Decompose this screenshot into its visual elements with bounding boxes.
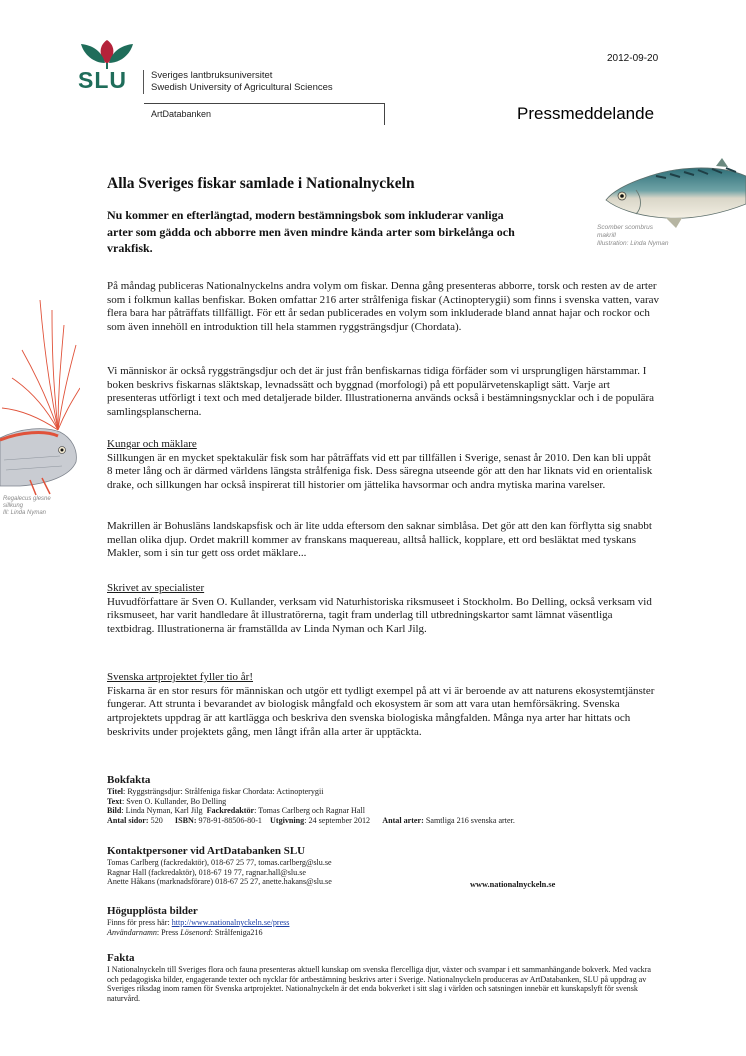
university-name-sv: Sveriges lantbruksuniversitet	[151, 70, 273, 81]
paragraph-sillkung: Sillkungen är en mycket spektakulär fisk som har påträffats vid ett par tillfällen i Sverige, senast år 2010. Den kan bli uppåt 8 meter lång och är därmed världens längsta strålfeniga fisk. Dess säregna utseende gör att den har liknats vid en orientalisk drake, och sillkungen har också inspirerat till historier om jättelika havsormar och andra mytiska marina varelser.	[107, 451, 653, 492]
bokfakta-heading: Bokfakta	[107, 774, 151, 786]
section-artprojektet	[107, 671, 659, 740]
bokfakta-release-value: : 24 september 2012	[304, 815, 371, 825]
bokfakta-image-row	[107, 806, 667, 816]
username-value: : Press	[156, 927, 181, 937]
slu-logo-text: SLU	[78, 67, 127, 93]
university-name-en: Swedish University of Agricultural Sciences	[151, 82, 333, 93]
contacts-heading: Kontaktpersoner vid ArtDatabanken SLU	[107, 845, 306, 857]
bokfakta-text-label: Text	[107, 796, 122, 806]
mackerel-caption-credit: Illustration: Linda Nyman	[597, 240, 669, 247]
bokfakta-species-value: Samtliga 216 svenska arter.	[425, 815, 515, 825]
username-label: Användarnamn	[107, 927, 157, 937]
bokfakta-editor-value: : Tomas Carlberg och Ragnar Hall	[254, 806, 365, 816]
paragraph-authors: Huvudförfattare är Sven O. Kullander, verksam vid Naturhistoriska riksmuseet i Stockholm. Bo Delling, också verksam vid riksmuseet, har varit handledare åt illustratörerna, tagit fram underlag till utbredningskartor samt lämnat väsentliga textbidrag. Illustrationerna är framställda av Linda Nyman och Karl Jilg.	[107, 595, 652, 636]
contact-line: Tomas Carlberg (fackredaktör), 018-67 25 77, tomas.carlberg@slu.se	[107, 858, 332, 867]
oarfish-caption-credit: Ill: Linda Nyman	[3, 510, 47, 516]
section-heading-artprojektet: Svenska artprojektet fyller tio år!	[107, 671, 254, 683]
bokfakta-editor-label: Fackredaktör	[206, 806, 255, 816]
bokfakta-title-label: Titel	[107, 787, 124, 796]
images-heading: Högupplösta bilder	[107, 905, 198, 917]
section-kungar	[107, 438, 659, 493]
bokfakta-isbn-label: ISBN:	[174, 815, 197, 825]
section-heading-specialister: Skrivet av specialister	[107, 582, 205, 594]
bokfakta-title-row	[107, 787, 667, 797]
bokfakta-pages-value: 520	[150, 815, 163, 825]
paragraph-makrill: Makrillen är Bohusläns landskapsfisk och är lite udda eftersom den saknar simblåsa. Det gör att den kan förflytta sig snabbt mellan olika djup. Ordet makrill kommer av franskans maquereau, alltså hallick, kopplare, ett ord besläktat med tyskans Makler, som i sin tur gett oss ordet mäklare...	[107, 520, 652, 560]
fakta-text: I Nationalnyckeln till Sveriges flora och fauna presenteras aktuell kunskap om svenska flercelliga djur, växter och svampar i ett sammanhängande bokverk. Med vackra och pedagogiska bilder, engagerande texter och nycklar för artbestämning beskrivs arter i Sverige. Nationalnyckeln produceras av ArtDatabanken, SLU på uppdrag av Sveriges riksdag inom ramen för Svenska artprojektet. Nationalnyckeln är det enda bokverket i sitt slag i världen och satsningen innebär ett kunskapslyft för svensk naturvård.	[107, 965, 652, 1003]
password-value: : Strålfeniga216	[210, 927, 263, 937]
bokfakta-release-label: Utgivning	[270, 815, 305, 825]
bokfakta-title-value: : Ryggsträngsdjur: Strålfeniga fiskar Chordata: Actinopterygii	[123, 787, 324, 796]
document-date: 2012-09-20	[607, 53, 659, 64]
contact-line: Ragnar Hall (fackredaktör), 018-67 19 77, ragnar.hall@slu.se	[107, 867, 306, 877]
mackerel-caption-name: makrill	[597, 232, 616, 239]
document-type: Pressmeddelande	[517, 104, 655, 123]
press-link[interactable]: http://www.nationalnyckeln.se/press	[171, 918, 290, 927]
fakta-heading: Fakta	[107, 952, 135, 964]
bokfakta-image-label: Bild	[107, 806, 122, 816]
mackerel-caption-latin: Scomber scombrus	[597, 224, 653, 231]
bokfakta-text-row	[107, 797, 667, 807]
bokfakta-isbn-value: 978-91-88506-80-1	[198, 815, 262, 825]
images-press-line	[107, 918, 667, 928]
article-title: Alla Sveriges fiskar samlade i Nationalnyckeln	[107, 175, 415, 192]
section-heading-kungar: Kungar och mäklare	[107, 438, 197, 450]
bokfakta-image-value: : Linda Nyman, Karl Jilg	[121, 806, 203, 816]
section-specialister	[107, 582, 659, 637]
images-press-prefix: Finns för press här:	[107, 918, 172, 927]
fakta-block	[107, 952, 662, 1003]
mackerel-caption	[597, 224, 669, 248]
website-link[interactable]: www.nationalnyckeln.se	[470, 880, 556, 889]
password-label: Lösenord	[180, 927, 211, 937]
unit-name: ArtDatabanken	[151, 109, 212, 119]
university-name	[143, 70, 333, 94]
article-lead: Nu kommer en efterlängtad, modern bestämningsbok som inkluderar vanliga arter som gädda och abborre men även mindre kända arter som birkelånga och vrakfisk.	[107, 208, 515, 255]
bokfakta-text-value: : Sven O. Kullander, Bo Delling	[122, 796, 227, 806]
bokfakta-block	[107, 774, 667, 825]
paragraph-intro: På måndag publiceras Nationalnyckelns andra volym om fiskar. Denna gång presenteras abborre, torsk och resten av de arter som i folkmun kallas benfiskar. Boken omfattar 216 arter strålfeniga fiskar (Actinopterygii) som finns i svenska vatten, varav flera bara har påträffats tillfälligt. För ett år sedan publicerades en volym som inkluderade bland annat hajar och rockor och som även innehöll en introduktion till hela stammen ryggsträngsdjur (Chordata).	[107, 280, 659, 334]
bokfakta-pages-label: Antal sidor:	[107, 815, 149, 825]
bokfakta-details-row	[107, 816, 667, 826]
contacts-block	[107, 845, 667, 887]
contact-line: Anette Håkans (marknadsförare) 018-67 25 27, anette.hakans@slu.se	[107, 877, 332, 887]
oarfish-caption-name: sillkung	[3, 503, 24, 509]
header-divider-vertical	[384, 103, 385, 125]
oarfish-caption-latin: Regalecus glesne	[3, 496, 51, 502]
header-divider	[144, 103, 384, 104]
oarfish-illustration-icon	[0, 290, 80, 500]
images-block	[107, 905, 667, 937]
oarfish-caption	[3, 496, 51, 517]
images-login-line	[107, 928, 667, 938]
paragraph-ancestors: Vi människor är också ryggsträngsdjur och det är just från benfiskarnas tidiga förfäder som vi ursprungligen härstammar. I boken beskrivs fiskarnas släktskap, levnadssätt och byggnad (morfologi) på ett populärvetenskapligt sätt. Varje art presenteras utförligt i text och med detaljerade bilder. Illustrationerna används också i bestämningsnycklar och i de populära samlingsplanscherna.	[107, 365, 655, 419]
bokfakta-species-label: Antal arter:	[382, 815, 424, 825]
paragraph-artprojektet: Fiskarna är en stor resurs för människan och utgör ett tydligt exempel på att vi är beroende av att naturens ekosystemtjänster fungerar. Att strunta i bevarandet av biologisk mångfald och ekosystem är som att vara utan hemförsäkring. Svenska artprojektets uppdrag är att kartlägga och beskriva den svenska biologiska mångfalden. Många nya arter har hittats och beskrivits under projektets gång, men långt ifrån alla arter är upptäckta.	[107, 684, 655, 738]
